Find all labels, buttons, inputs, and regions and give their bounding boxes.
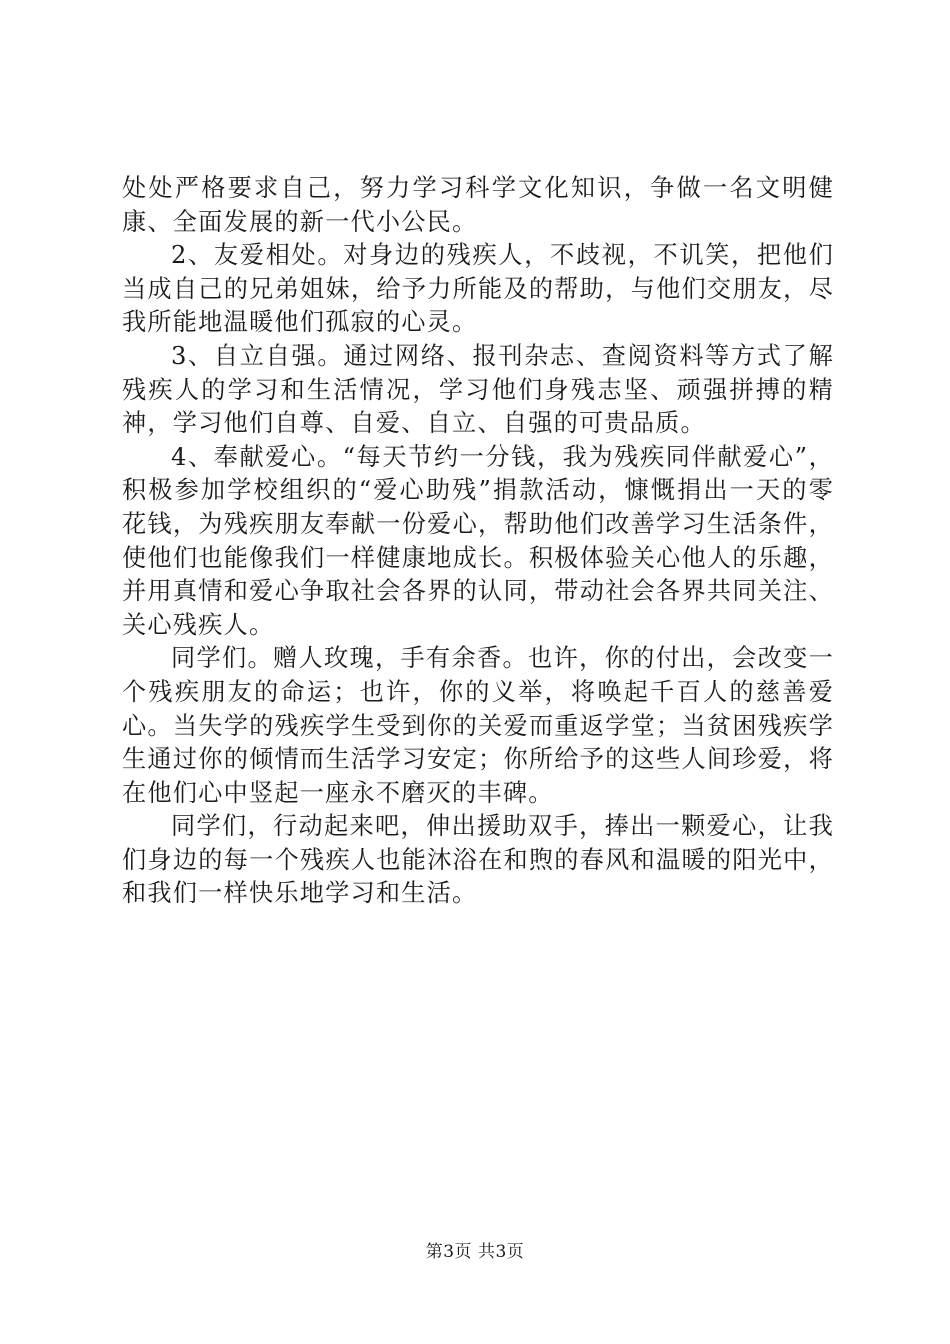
- paragraph-item-3: 3、自立自强。通过网络、报刊杂志、查阅资料等方式了解残疾人的学习和生活情况，学习他们身残志坚、顽强拼搏的精神，学习他们自尊、自爱、自立、自强的可贵品质。: [122, 341, 834, 438]
- paragraph-appeal: 同学们。赠人玫瑰，手有余香。也许，你的付出，会改变一个残疾朋友的命运；也许，你的义举，将唤起千百人的慈善爱心。当失学的残疾学生受到你的关爱而重返学堂；当贫困残疾学生通过你的倾情而生活学习安定；你所给予的这些人间珍爱，将在他们心中竖起一座永不磨灭的丰碑。: [122, 644, 834, 807]
- document-body: [122, 172, 834, 911]
- paragraph-continued: 处处严格要求自己，努力学习科学文化知识，争做一名文明健康、全面发展的新一代小公民。: [122, 174, 834, 236]
- paragraph-item-2: 2、友爱相处。对身边的残疾人，不歧视，不讥笑，把他们当成自己的兄弟姐妹，给予力所能及的帮助，与他们交朋友，尽我所能地温暖他们孤寂的心灵。: [122, 241, 834, 337]
- paragraph-closing: 同学们，行动起来吧，伸出援助双手，捧出一颗爱心，让我们身边的每一个残疾人也能沐浴在和煦的春风和温暖的阳光中，和我们一样快乐地学习和生活。: [122, 812, 834, 908]
- paragraph-item-4: 4、奉献爱心。“每天节约一分钱，我为残疾同伴献爱心”，积极参加学校组织的“爱心助残”捐款活动，慷慨捐出一天的零花钱，为残疾朋友奉献一份爱心，帮助他们改善学习生活条件，使他们也能像我们一样健康地成长。积极体验关心他人的乐趣，并用真情和爱心争取社会各界的认同，带动社会各界共同关注、关心残疾人。: [122, 442, 834, 639]
- page-number-footer: 第3页 共3页: [425, 1242, 525, 1262]
